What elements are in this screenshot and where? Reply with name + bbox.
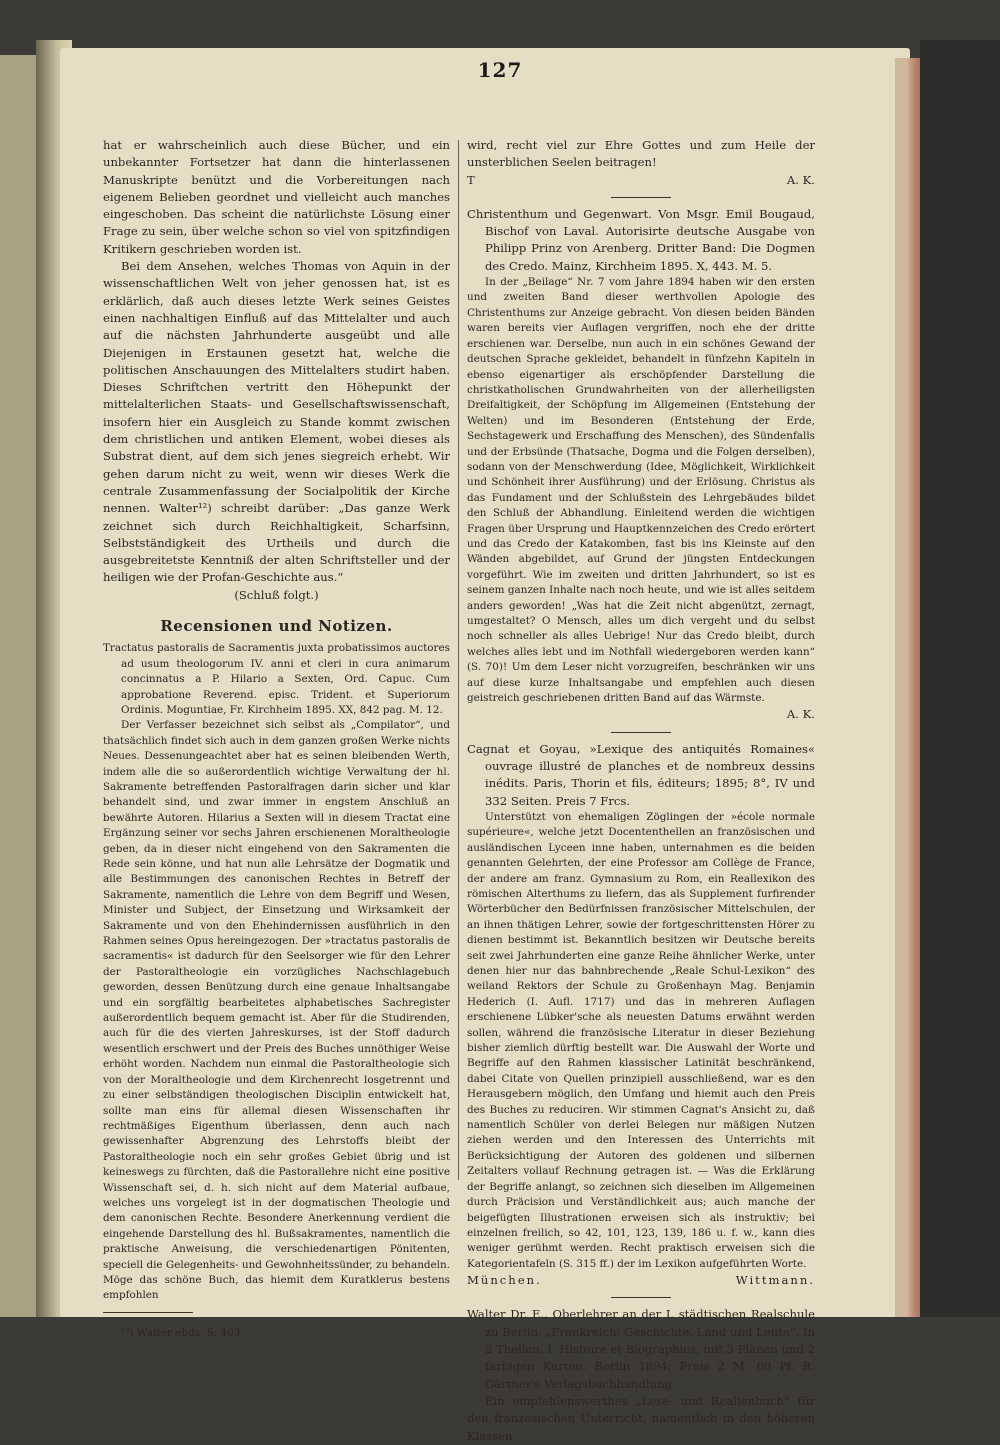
review-entry-title: Cagnat et Goyau, »Lexique des antiquités Romaines« ouvrage illustré de planches et de nombreux dessins inédits. Paris, Thorin et fils, éditeurs; 1895; 8°, IV und 332 Seiten. Preis 7 Frcs. (467, 741, 815, 808)
to-be-continued: (Schluß folgt.) (234, 587, 319, 602)
signature-line (467, 172, 815, 189)
review-entry-body: Der Verfasser bezeichnet sich selbst als „Compilator“, und thatsächlich findet sich auch in dem ganzen großen Werke nichts Neues. Dessenungeachtet aber hat es seinen bleibenden Werth, indem alle die so außerordentlich wichtige Verwaltung der hl. Sakramente betreffenden Pastoralfragen darin sicher und klar behandelt sind, und zwar immer in engstem Anschluß an bewährte Autoren. Hilarius a Sexten will in diesem Tractat eine Ergänzung seiner vor sechs Jahren erschienenen Moraltheologie geben, da in dieser nicht eingehend von den Sakramenten die Rede sein könne, und hat nun alle Lehrsätze der Dogmatik und alle Bestimmungen des canonischen Rechtes in Betreff der Sakramente, namentlich die Lehre von dem Begriff und Wesen, Minister und Subject, der Einsetzung und Wirksamkeit der Sakramente und von den Ehehindernissen ausführlich in den Rahmen seines Opus hereingezogen. Der »tractatus pastoralis de sacramentis« ist dadurch für den Seelsorger wie für den Lehrer der Pastoraltheologie ein vorzügliches Nachschlagebuch geworden, dessen Benützung durch eine genaue Inhaltsangabe und ein sorgfältig bearbeitetes alphabetisches Sachregister außerordentlich bequem gemacht ist. Aber für die Studirenden, auch für die des vierten Jahreskurses, ist der Stoff dadurch wesentlich erschwert und der Preis des Buches unnöthiger Weise erhöht worden. Nachdem nun einmal die Pastoraltheologie sich von der Moraltheologie und dem Kirchenrecht losgetrennt und zu einer selbständigen theologischen Disciplin entwickelt hat, sollte man eins für allemal diesen Wissenschaften ihr rechtmäßiges Eigenthum überlassen, denn auch nach gewissenhafter Abgrenzung des Lehrstoffs bleibt der Pastoraltheologie noch ein sehr großes Gebiet übrig und ist keineswegs zu fürchten, daß die Pastorallehre nicht eine positive Wissenschaft sei, d. h. sich nicht auf dem Material aufbaue, welches uns vorgelegt ist in der dogmatischen Theologie und dem canonischen Rechte. Besondere Anerkennung verdient die eingehende Darstellung des hl. Bußsakramentes, namentlich die praktische Anweisung, die verschiedenartigen Pönitenten, speciell die Gelegenheits- und Gewohnheitssünder, zu behandeln. Möge das schöne Buch, das hiemit dem Kuratklerus bestens empfohlen (103, 719, 450, 1302)
separator-rule (611, 197, 671, 198)
column-divider (458, 140, 459, 1180)
signature-line (467, 1272, 815, 1289)
review-entry-body: Ein empfehlenswerthes „Lese- und Realienbuch“ für den französischen Unterricht, namentlich in den höheren Klassen (467, 1393, 815, 1443)
book-cover (920, 40, 1000, 1317)
page-stack-edge (895, 58, 923, 1317)
signature-initial: T (467, 172, 475, 187)
left-column (103, 137, 450, 1342)
previous-page-edge (0, 55, 36, 1317)
separator-rule (611, 1297, 671, 1298)
review-entry-body: In der „Beilage“ Nr. 7 vom Jahre 1894 haben wir den ersten und zweiten Band dieser werthvollen Apologie des Christenthums zur Anzeige gebracht. Von diesen beiden Bänden waren bereits vier Auflagen vergriffen, noch ehe der dritte erschienen war. Derselbe, nun auch in ein schönes Gewand der deutschen Sprache gekleidet, behandelt in fünfzehn Kapiteln in ebenso eigenartiger als erschöpfender Darstellung die christkatholischen Grundwahrheiten von der allerheiligsten Dreifaltigkeit, der Schöpfung im Allgemeinen (Entstehung der Welten) und im Besonderen (Entstehung der Erde, Sechstagewerk und Erschaffung des Menschen), des Sündenfalls und der Erbsünde (Thatsache, Dogma und die Folgen derselben), sodann von der Menschwerdung (Idee, Möglichkeit, Wirklichkeit und Schönheit ihrer Ausführung) und der Erlösung. Christus als das Fundament und der Schlußstein des Lehrgebäudes bildet den Schluß der Abhandlung. Einleitend werden die wichtigen Fragen über Ursprung und Hauptkennzeichen des Credo erörtert und das Credo der Katakomben, fast bis ins Kleinste auf den Wänden abgebildet, auf Grund der jüngsten Entdeckungen vorgeführt. Wie im zweiten und dritten Jahrhundert, so ist es seinem ganzen Inhalte nach noch heute, und wie ist alles seitdem anders geworden! „Was hat die Zeit nicht abgenützt, zernagt, umgestaltet? O Mensch, alles um dich vergeht und du selbst noch schneller als alles Uebrige! Nur das Credo bleibt, durch welches alles lebt und im Nothfall wiedergeboren werden kann“ (S. 70)! Um dem Leser nicht vorzugreifen, beschränken wir uns auf diese kurze Inhaltsangabe und empfehlen auch diesen geistreich geschriebenen dritten Band auf das Wärmste. (467, 276, 815, 705)
paragraph-thomas-aquin: Bei dem Ansehen, welches Thomas von Aquin in der wissenschaftlichen Welt von jeher genossen hat, ist es erklärlich, daß auch dieses letzte Werk seines Geistes einen nachhaltigen Einfluß auf das Mittelalter und auch auf die nächsten Jahrhunderte ausgeübt und alle Diejenigen in Erstaunen gesetzt hat, welche die politischen Anschauungen des Mittelalters studirt haben. Dieses Schriftchen vertritt den Höhepunkt der mittelalterlichen Staats- und Gesellschaftswissenschaft, insofern hier ein Ausgleich zu Stande kommt zwischen dem christlichen und antiken Element, wobei dieses als Substrat dient, auf dem sich jenes siegreich erhebt. Wir gehen darum nicht zu weit, wenn wir dieses Werk die centrale Zusammenfassung der Socialpolitik der Kirche nennen. Walter¹²) schreibt darüber: „Das ganze Werk zeichnet sich durch Reichhaltigkeit, Scharfsinn, Selbstständigkeit des Urtheils und durch die ausgebreitetste Kenntniß der alten Schriftsteller und der heiligen wie der Profan-Geschichte aus.“ (103, 259, 450, 585)
signature-author: Wittmann. (735, 1273, 815, 1288)
signature-author: A. K. (786, 707, 815, 722)
footnote: ¹²) Walter ebds. S. 403. (121, 1326, 244, 1339)
section-heading: Recensionen und Notizen. (160, 617, 393, 636)
review-entry-title: Tractatus pastoralis de Sacramentis juxta probatissimos auctores ad usum theologorum IV. anni et cleri in cura animarum concinnatus a P. Hilario a Sexten, Ord. Capuc. Cum approbatione Reverend. episc. Trident. et Superiorum Ordinis. Moguntiae, Fr. Kirchheim 1895. XX, 842 pag. M. 12. (103, 642, 450, 716)
footnote-rule (103, 1312, 193, 1313)
right-column (467, 137, 815, 1445)
signature-place: München. (467, 1273, 542, 1288)
review-entry-title: Christenthum und Gegenwart. Von Msgr. Emil Bougaud, Bischof von Laval. Autorisirte deutsche Ausgabe von Philipp Prinz von Arenberg. Dritter Band: Die Dogmen des Credo. Mainz, Kirchheim 1895. X, 443. M. 5. (467, 206, 815, 273)
paragraph-continuation: hat er wahrscheinlich auch diese Bücher, und ein unbekannter Fortsetzer hat dann die hinterlassenen Manuskripte benützt und die Vorbereitungen nach eigenem Belieben geordnet und vielleicht auch manches eingeschoben. Das scheint die natürlichste Lösung einer Frage zu sein, über welche schon so viel von spitzfindigen Kritikern geschrieben worden ist. (103, 138, 450, 256)
review-entry-body: Unterstützt von ehemaligen Zöglingen der »école normale supérieure«, welche jetzt Docententhellen an französischen und ausländischen Lyceen inne haben, unternahmen es die beiden genannten Gelehrten, der eine Professor am Collège de France, der andere am franz. Gymnasium zu Rom, ein Reallexikon des römischen Alterthums zu liefern, das als Supplement furfirender Wörterbücher den Bedürfnissen französischer Mittelschulen, der an ihnen thätigen Lehrer, sowie der fortgeschrittensten Hörer zu dienen bestimmt ist. Bekanntlich besitzen wir Deutsche bereits seit zwei Jahrhunderten eine ganze Reihe ähnlicher Werke, unter denen hier nur das bahnbrechende „Reale Schul-Lexikon“ des weiland Rektors der Schule zu Großenhayn Mag. Benjamin Hederich (I. Aufl. 1717) und das in mehreren Auflagen erschienene Lübker'sche als neuesten Datums erwähnt werden sollen, während die französische Literatur in dieser Beziehung bisher ziemlich dürftig bestellt war. Die Auswahl der Worte und Begriffe auf den Rahmen klassischer Latinität beschränkend, dabei Citate von Quellen prinzipiell ausschließend, war es den Herausgebern möglich, den Umfang und hiemit auch den Preis des Buches zu reduciren. Wir stimmen Cagnat's Ansicht zu, daß namentlich Schüler von derlei Belegen nur mäßigen Nutzen ziehen werden und den Interessen des Unterrichts mit Berücksichtigung der Autoren des goldenen und silbernen Zeitalters vollauf Rechnung getragen ist. — Was die Erklärung der Begriffe anlangt, so zeichnen sich dieselben im Allgemeinen durch Präcision und Verständlichkeit aus; auch manche der beigefügten Illustrationen erweisen sich als instruktiv; bei einzelnen freilich, so 42, 101, 123, 139, 186 u. f. w., kann dies weniger gerühmt werden. Recht praktisch erweisen sich die Kategorientafeln (S. 315 ff.) der im Lexikon aufgeführten Worte. (467, 810, 815, 1270)
signature-author: A. K. (786, 172, 815, 187)
paragraph-continuation: wird, recht viel zur Ehre Gottes und zum Heile der unsterblichen Seelen beitragen! (467, 138, 815, 170)
review-entry-title: Walter Dr. E., Oberlehrer an der I. städtischen Realschule zu Berlin, „Frankreich; Geschichte, Land und Leute“. In 2 Theilen. I. Histoire et Biographies, mit 3 Plänen und 2 farbigen Karten. Berlin 1894; Preis 2 M. 60 Pf. R. Gärtner's Verlagsbuchhandlung. (467, 1307, 815, 1391)
separator-rule (611, 732, 671, 733)
page-number: 127 (477, 58, 523, 82)
